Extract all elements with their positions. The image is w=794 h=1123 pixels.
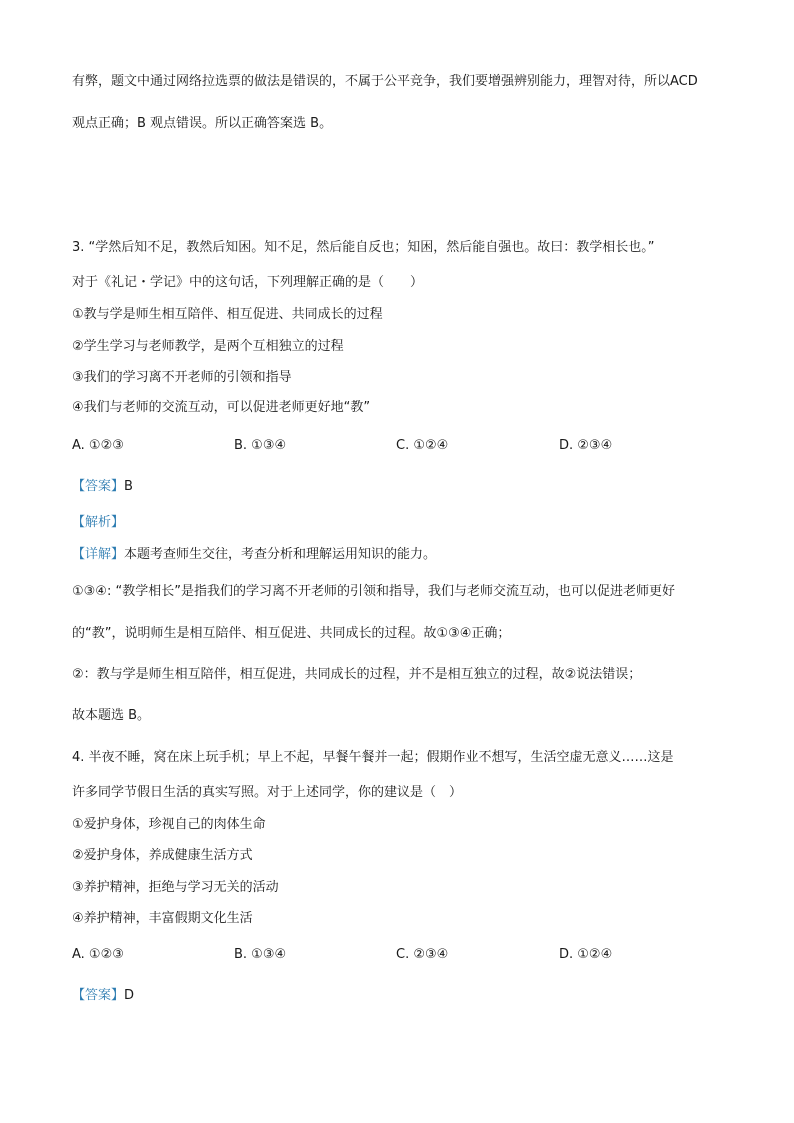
q4-option-c: C. ②③④ (396, 947, 449, 962)
q3-option-d: D. ②③④ (559, 438, 613, 453)
q3-item-1: ①教与学是师生相互陪伴、相互促进、共同成长的过程 (72, 307, 383, 322)
q3-conclusion: 故本题选 B。 (72, 708, 151, 723)
q4-stem-line-1: 4. 半夜不睡，窝在床上玩手机；早上不起，早餐午餐并一起；假期作业不想写，生活空虚无意义……这是 (72, 750, 674, 765)
q3-answer-tag: 【答案】 (72, 479, 125, 494)
q3-analysis (72, 513, 124, 533)
q4-options (72, 945, 722, 965)
q3-item-2: ②学生学习与老师教学，是两个互相独立的过程 (72, 339, 344, 354)
q4-item-4: ④养护精神，丰富假期文化生活 (72, 911, 253, 926)
q4-option-b: B. ①③④ (234, 947, 287, 962)
q3-options (72, 436, 722, 456)
q3-answer-value: B (124, 479, 133, 494)
q4-item-2: ②爱护身体，养成健康生活方式 (72, 848, 253, 863)
q4-option-d: D. ①②④ (559, 947, 613, 962)
q3-answer (72, 477, 133, 497)
q4-option-a: A. ①②③ (72, 947, 124, 962)
q3-stem-line-1: 3. “学然后知不足，教然后知困。知不足，然后能自反也；知困，然后能自强也。故曰：教学相长也。” (72, 240, 655, 255)
q4-stem-line-2: 许多同学节假日生活的真实写照。对于上述同学，你的建议是（ ） (72, 785, 463, 800)
q3-detail-tag: 【详解】 (72, 547, 125, 562)
q4-answer (72, 986, 134, 1006)
q3-analysis-tag: 【解析】 (72, 515, 125, 530)
q4-item-1: ①爱护身体，珍视自己的肉体生命 (72, 817, 266, 832)
q3-option-b: B. ①③④ (234, 438, 287, 453)
q3-explanation-1: ①③④: “教学相长”是指我们的学习离不开老师的引领和指导，我们与老师交流互动，也可以促进老师更好 (72, 584, 675, 599)
q4-answer-tag: 【答案】 (72, 988, 125, 1003)
intro-line-1: 有弊，题文中通过网络拉选票的做法是错误的，不属于公平竞争，我们要增强辨别能力，理智对待，所以ACD (72, 74, 698, 89)
q3-explanation-2: 的“教”，说明师生是相互陪伴、相互促进、共同成长的过程。故①③④正确； (72, 626, 511, 641)
q3-explanation-3: ②：教与学是师生相互陪伴，相互促进，共同成长的过程，并不是相互独立的过程，故②说法错误； (72, 667, 642, 682)
q3-option-a: A. ①②③ (72, 438, 124, 453)
intro-line-2: 观点正确；B 观点错误。所以正确答案选 B。 (72, 116, 333, 131)
q4-answer-value: D (124, 988, 135, 1003)
q3-stem-line-2: 对于《礼记・学记》中的这句话，下列理解正确的是（ ） (72, 275, 424, 290)
q3-item-4: ④我们与老师的交流互动，可以促进老师更好地“教” (72, 400, 371, 415)
q4-item-3: ③养护精神，拒绝与学习无关的活动 (72, 880, 279, 895)
q3-detail-text: 本题考查师生交往，考查分析和理解运用知识的能力。 (124, 547, 437, 562)
q3-detail (72, 545, 436, 565)
q3-item-3: ③我们的学习离不开老师的引领和指导 (72, 370, 292, 385)
q3-option-c: C. ①②④ (396, 438, 449, 453)
